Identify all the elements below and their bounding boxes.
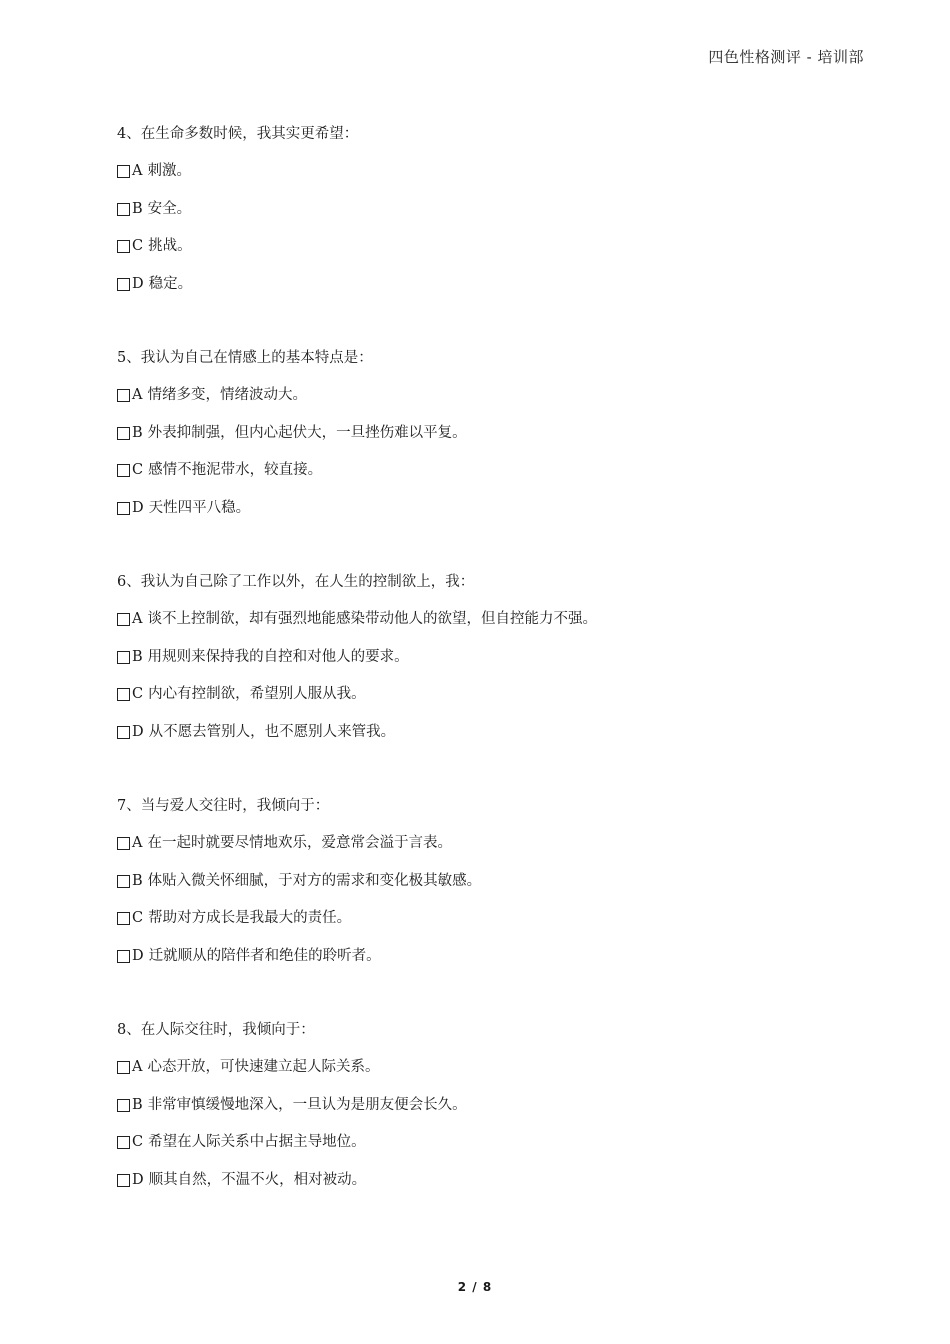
option-letter: B (132, 424, 143, 441)
question-5 (117, 339, 877, 527)
option-letter: A (132, 611, 143, 627)
option-b[interactable] (117, 415, 877, 453)
option-letter: A (132, 163, 143, 179)
checkbox-icon[interactable] (117, 1099, 130, 1112)
checkbox-icon[interactable] (117, 1136, 130, 1149)
option-letter: B (132, 1096, 143, 1113)
option-text: 在一起时就要尽情地欢乐，爱意常会溢于言表。 (147, 835, 452, 851)
checkbox-icon[interactable] (117, 651, 130, 664)
option-letter: D (132, 1171, 144, 1188)
option-letter: C (132, 910, 144, 926)
option-letter: A (132, 387, 143, 403)
checkbox-icon[interactable] (117, 1174, 130, 1187)
option-letter: C (132, 686, 144, 702)
option-text: 谈不上控制欲，却有强烈地能感染带动他人的欲望，但自控能力不强。 (147, 611, 597, 627)
checkbox-icon[interactable] (117, 950, 130, 963)
option-a[interactable] (117, 825, 877, 863)
question-title: 7、当与爱人交往时，我倾向于： (117, 798, 330, 814)
option-text: 情绪多变，情绪波动大。 (147, 387, 307, 403)
option-b[interactable] (117, 639, 877, 677)
checkbox-icon[interactable] (117, 613, 130, 626)
option-text: 用规则来保持我的自控和对他人的要求。 (147, 648, 409, 665)
checkbox-icon[interactable] (117, 240, 130, 253)
checkbox-icon[interactable] (117, 165, 130, 178)
option-text: 顺其自然，不温不火，相对被动。 (148, 1171, 367, 1188)
option-d[interactable] (117, 714, 877, 752)
option-text: 内心有控制欲，希望别人服从我。 (148, 686, 366, 702)
option-a[interactable] (117, 1049, 877, 1087)
checkbox-icon[interactable] (117, 875, 130, 888)
option-a[interactable] (117, 153, 877, 191)
option-text: 体贴入微关怀细腻，于对方的需求和变化极其敏感。 (147, 872, 482, 889)
question-title: 5、我认为自己在情感上的基本特点是： (117, 350, 373, 366)
checkbox-icon[interactable] (117, 278, 130, 291)
option-d[interactable] (117, 490, 877, 528)
checkbox-icon[interactable] (117, 1061, 130, 1074)
option-b[interactable] (117, 1087, 877, 1125)
option-d[interactable] (117, 1162, 877, 1200)
option-letter: A (132, 1059, 143, 1075)
checkbox-icon[interactable] (117, 203, 130, 216)
option-letter: D (132, 947, 144, 964)
option-text: 从不愿去管别人，也不愿别人来管我。 (148, 723, 396, 740)
question-8 (117, 1011, 877, 1199)
option-d[interactable] (117, 266, 877, 304)
option-letter: D (132, 723, 144, 740)
question-title: 6、我认为自己除了工作以外，在人生的控制欲上，我： (117, 574, 475, 590)
option-text: 非常审慎缓慢地深入，一旦认为是朋友便会长久。 (147, 1096, 467, 1113)
question-7 (117, 787, 877, 975)
option-c[interactable] (117, 676, 877, 714)
option-b[interactable] (117, 191, 877, 229)
option-text: 希望在人际关系中占据主导地位。 (148, 1134, 366, 1150)
option-letter: B (132, 648, 143, 665)
option-letter: C (132, 238, 144, 254)
checkbox-icon[interactable] (117, 837, 130, 850)
option-letter: C (132, 1134, 144, 1150)
option-text: 感情不拖泥带水，较直接。 (148, 462, 323, 478)
option-a[interactable] (117, 601, 877, 639)
option-text: 心态开放，可快速建立起人际关系。 (147, 1059, 380, 1075)
checkbox-icon[interactable] (117, 427, 130, 440)
option-c[interactable] (117, 1124, 877, 1162)
question-title: 4、在生命多数时候，我其实更希望： (117, 126, 359, 142)
checkbox-icon[interactable] (117, 502, 130, 515)
checkbox-icon[interactable] (117, 389, 130, 402)
option-b[interactable] (117, 863, 877, 901)
question-title: 8、在人际交往时，我倾向于： (117, 1022, 315, 1038)
question-6 (117, 563, 877, 751)
option-d[interactable] (117, 938, 877, 976)
option-c[interactable] (117, 452, 877, 490)
option-text: 天性四平八稳。 (148, 499, 251, 516)
checkbox-icon[interactable] (117, 912, 130, 925)
option-letter: B (132, 872, 143, 889)
option-letter: B (132, 200, 143, 217)
option-text: 外表抑制强，但内心起伏大，一旦挫伤难以平复。 (147, 424, 467, 441)
option-text: 稳定。 (148, 275, 193, 292)
option-c[interactable] (117, 228, 877, 266)
option-text: 帮助对方成长是我最大的责任。 (148, 910, 352, 926)
checkbox-icon[interactable] (117, 688, 130, 701)
checkbox-icon[interactable] (117, 464, 130, 477)
page-indicator: 2 / 8 (457, 1280, 493, 1294)
document-header: 四色性格测评 - 培训部 (708, 48, 864, 66)
question-4 (117, 115, 877, 303)
option-a[interactable] (117, 377, 877, 415)
option-letter: A (132, 835, 143, 851)
checkbox-icon[interactable] (117, 726, 130, 739)
option-text: 安全。 (147, 200, 192, 217)
option-letter: C (132, 462, 144, 478)
option-text: 挑战。 (148, 238, 192, 254)
option-letter: D (132, 275, 144, 292)
option-letter: D (132, 499, 144, 516)
option-text: 迁就顺从的陪伴者和绝佳的聆听者。 (148, 947, 381, 964)
option-text: 刺激。 (147, 163, 191, 179)
option-c[interactable] (117, 900, 877, 938)
